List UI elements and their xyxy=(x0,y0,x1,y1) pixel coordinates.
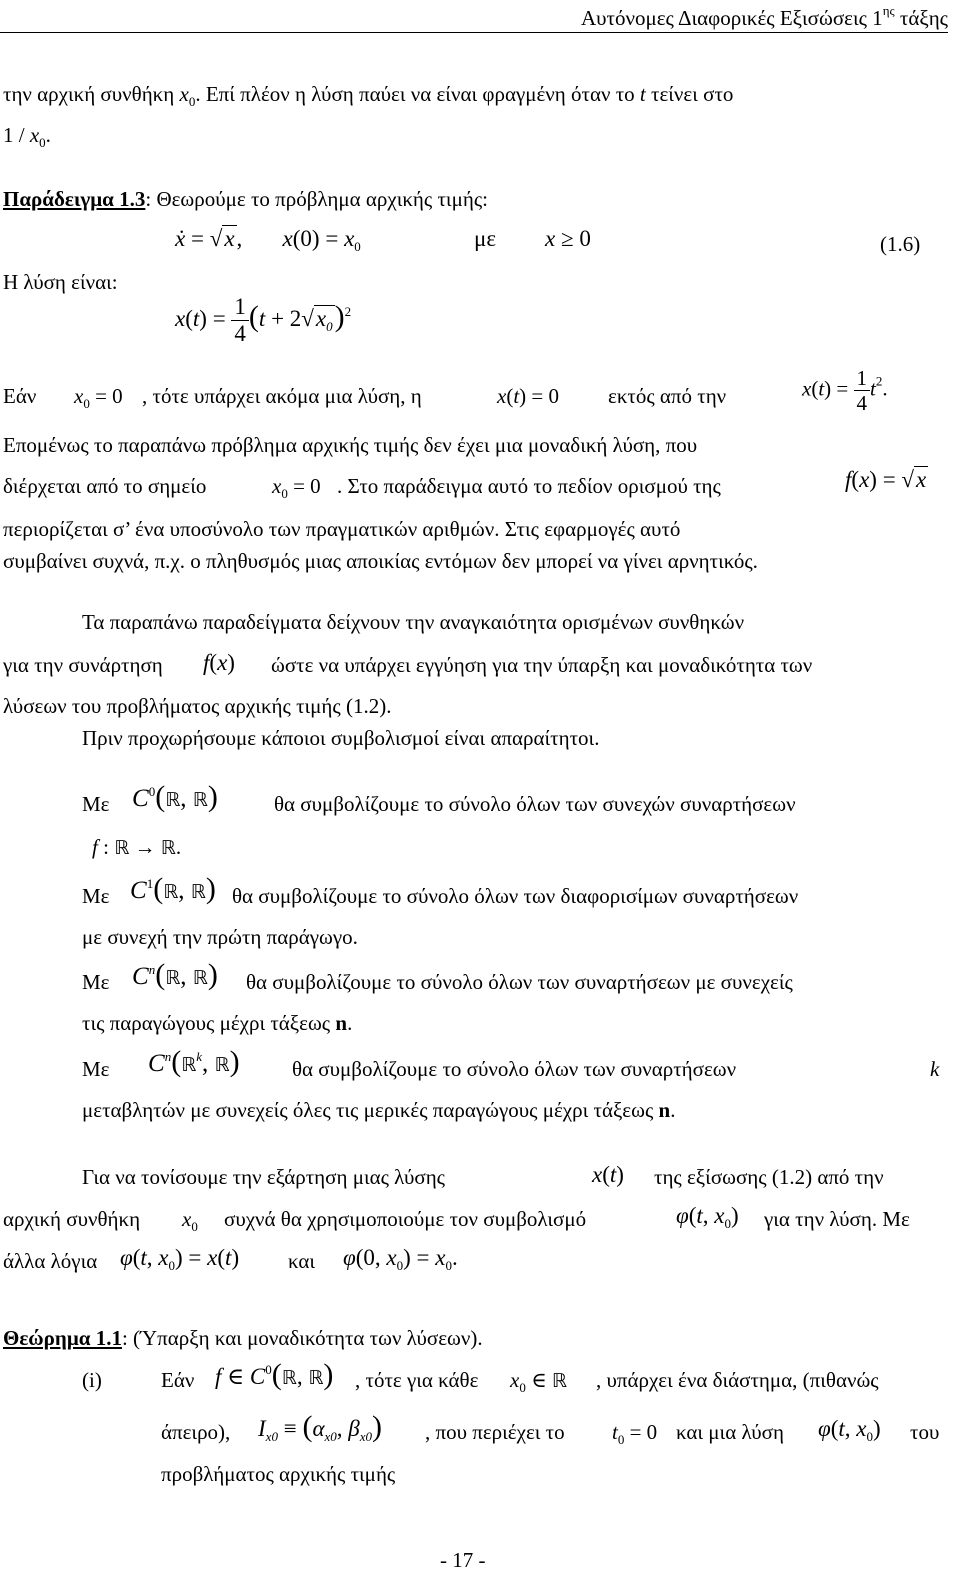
p1-text-b: . Επί πλέον η λύση παύει να είναι φραγμένη όταν το xyxy=(195,82,640,106)
cn-text: θα συμβολίζουμε το σύνολο όλων των συναρτήσεων με συνεχείς xyxy=(246,970,793,994)
solution-intro: Η λύση είναι: xyxy=(3,270,118,294)
p4-line2-phi: φ(t, $x_0$) xyxy=(676,1203,739,1231)
p4-line3-eq1: φ(t, $x_0) = x(t)$ xyxy=(120,1245,240,1273)
p4-line1b: της εξίσωσης (1.2) από την xyxy=(654,1165,884,1189)
p2-line5: συμβαίνει συχνά, π.χ. ο πληθυσμός μιας αποικίας εντόμων δεν μπορεί να γίνει αρνητικός. xyxy=(3,549,758,573)
theorem-label: Θεώρημα 1.1 xyxy=(3,1326,122,1350)
cnk-text: θα συμβολίζουμε το σύνολο όλων των συναρτήσεων xyxy=(292,1057,737,1081)
cn-cont: τις παραγώγους μέχρι τάξεως n. xyxy=(82,1011,353,1035)
theorem-l2b: , που περιέχει το xyxy=(425,1420,565,1444)
example-equation: ẋ = √x, $x(0) = x_0$ xyxy=(175,226,361,254)
example-heading xyxy=(3,187,488,211)
cn-cont-n: n xyxy=(335,1011,348,1035)
header-title-end: τάξης xyxy=(894,6,948,30)
running-header xyxy=(581,4,948,30)
p1-line2: $1 / x_0$. xyxy=(3,123,51,150)
header-rule xyxy=(0,32,948,33)
header-title: Αυτόνομες Διαφορικές Εξισώσεις 1 xyxy=(580,6,883,30)
cn-symbol: $C^n(ℝ$, ℝ) xyxy=(132,958,218,991)
theorem-t2: , υπάρχει ένα διάστημα, (πιθανώς xyxy=(596,1368,879,1392)
theorem-x0-in: $x_0$ ∈ ℝ xyxy=(510,1368,567,1395)
p1-line1: την αρχική συνθήκη $x_0$. Επί πλέον η λύση παύει να είναι φραγμένη όταν το t τείνει στο xyxy=(3,82,734,109)
p2-line4: περιορίζεται σ’ ένα υποσύνολο των πραγματικών αριθμών. Στις εφαρμογές αυτό xyxy=(3,517,681,541)
c0-text: θα συμβολίζουμε το σύνολο όλων των συνεχών συναρτήσεων xyxy=(274,792,796,816)
p2-line1-ean: Εάν xyxy=(3,384,37,408)
example-label: Παράδειγμα 1.3 xyxy=(3,187,146,211)
p2-line1-zero: x(t) = 0 xyxy=(497,384,560,408)
p3-line3: λύσεων του προβλήματος αρχικής τιμής (1.2). xyxy=(3,694,392,718)
cnk-cont-dot: . xyxy=(670,1098,676,1122)
c0-symbol: $C^0(ℝ$, ℝ) xyxy=(132,780,218,813)
p2-line1-then: , τότε υπάρχει ακόμα μια λύση, η xyxy=(142,384,422,408)
theorem-t0: $t_0 = 0$ xyxy=(612,1420,658,1447)
p4-line2c: για την λύση. Με xyxy=(764,1207,910,1231)
cn-me: Με xyxy=(82,970,110,994)
p2-line1-sol: x(t) = $\frac{1}{4}$ $t^2$. xyxy=(802,366,888,416)
solution-equation: x(t) = $\frac{1}{4}$ $(t + 2√x_0)^2$ xyxy=(175,294,352,347)
p4-line2-x0: $x_0$ xyxy=(182,1207,198,1234)
p4-line2b: συχνά θα χρησιμοποιούμε τον συμβολισμό xyxy=(224,1207,587,1231)
header-title-sup: ης xyxy=(882,3,895,18)
page-number: - 17 - xyxy=(440,1548,486,1572)
p2-line3-f: f(x) = √x xyxy=(845,467,927,492)
p1-text-a: την αρχική συνθήκη xyxy=(3,82,180,106)
p4-line3b: και xyxy=(288,1249,316,1273)
p2-line1-eq: $x_0 = 0$ xyxy=(74,384,123,411)
c0-map: f : ℝ → ℝ. xyxy=(92,835,182,859)
p1-text-c: τείνει στο xyxy=(645,82,734,106)
cnk-me: Με xyxy=(82,1057,110,1081)
p2-line3a: διέρχεται από το σημείο xyxy=(3,474,207,498)
theorem-t1: , τότε για κάθε xyxy=(355,1368,479,1392)
p4-line1-x: x(t) xyxy=(592,1162,624,1187)
p2-line3b: . Στο παράδειγμα αυτό το πεδίον ορισμού της xyxy=(337,474,721,498)
c1-symbol: $C^1(ℝ$, ℝ) xyxy=(130,872,216,905)
cn-cont-text: τις παραγώγους μέχρι τάξεως xyxy=(82,1011,336,1035)
theorem-heading xyxy=(3,1326,483,1350)
theorem-l2d: του xyxy=(910,1420,940,1444)
theorem-l2a: άπειρο), xyxy=(161,1420,231,1444)
p3-line4: Πριν προχωρήσουμε κάποιοι συμβολισμοί είναι απαραίτητοι. xyxy=(82,726,600,750)
example-condition: x ≥ 0 xyxy=(545,226,591,251)
p3-line1: Τα παραπάνω παραδείγματα δείχνουν την αναγκαιότητα ορισμένων συνθηκών xyxy=(82,610,745,634)
p4-line2a: αρχική συνθήκη xyxy=(3,1207,141,1231)
theorem-l3: προβλήματος αρχικής τιμής xyxy=(161,1462,396,1486)
theorem-interval: $I_{x0} \equiv (\alpha_{x0}$, $\beta_{x0}$) xyxy=(258,1410,383,1444)
theorem-phi: φ(t, $x_0$) xyxy=(818,1416,881,1444)
cnk-cont xyxy=(82,1098,675,1122)
theorem-ean: Εάν xyxy=(161,1368,195,1392)
equation-number: (1.6) xyxy=(880,232,921,256)
theorem-l2c: και μια λύση xyxy=(676,1420,784,1444)
with-word: με xyxy=(474,226,496,251)
p2-line2: Επομένως το παραπάνω πρόβλημα αρχικής τιμής δεν έχει μια μοναδική λύση, που xyxy=(3,433,698,457)
cnk-cont-n: n xyxy=(658,1098,671,1122)
p2-line1-except: εκτός από την xyxy=(608,384,727,408)
example-text: : Θεωρούμε το πρόβλημα αρχικής τιμής: xyxy=(145,187,488,211)
c1-cont: με συνεχή την πρώτη παράγωγο. xyxy=(82,925,358,949)
p1-line2-text: 1 / xyxy=(3,123,30,147)
p3-line2b: ώστε να υπάρχει εγγύηση για την ύπαρξη και μοναδικότητα των xyxy=(271,653,813,677)
cnk-symbol: $C^n(ℝ^k$, ℝ) xyxy=(148,1045,240,1078)
p4-line3a: άλλα λόγια xyxy=(3,1249,98,1273)
p3-line2a: για την συνάρτηση xyxy=(3,653,163,677)
p2-line3-eq: $x_0 = 0$ xyxy=(272,474,321,501)
p4-line3-eq2: φ(0, $x_0) = x_0$. xyxy=(343,1245,458,1273)
c0-me: Με xyxy=(82,792,110,816)
c1-me: Με xyxy=(82,884,110,908)
p4-line1a: Για να τονίσουμε την εξάρτηση μιας λύσης xyxy=(82,1165,445,1189)
theorem-item: (i) xyxy=(82,1368,102,1392)
example-with xyxy=(474,226,496,252)
theorem-title: : (Ύπαρξη και μοναδικότητα των λύσεων). xyxy=(121,1326,483,1350)
cnk-cont-text: μεταβλητών με συνεχείς όλες τις μερικές παραγώγους μέχρι τάξεως xyxy=(82,1098,659,1122)
cnk-k: k xyxy=(930,1057,940,1081)
theorem-f-in: f ∈ $C^0(ℝ$, ℝ) xyxy=(215,1358,334,1391)
p3-line2-f: f(x) xyxy=(203,650,235,675)
c1-text: θα συμβολίζουμε το σύνολο όλων των διαφορισίμων συναρτήσεων xyxy=(232,884,799,908)
